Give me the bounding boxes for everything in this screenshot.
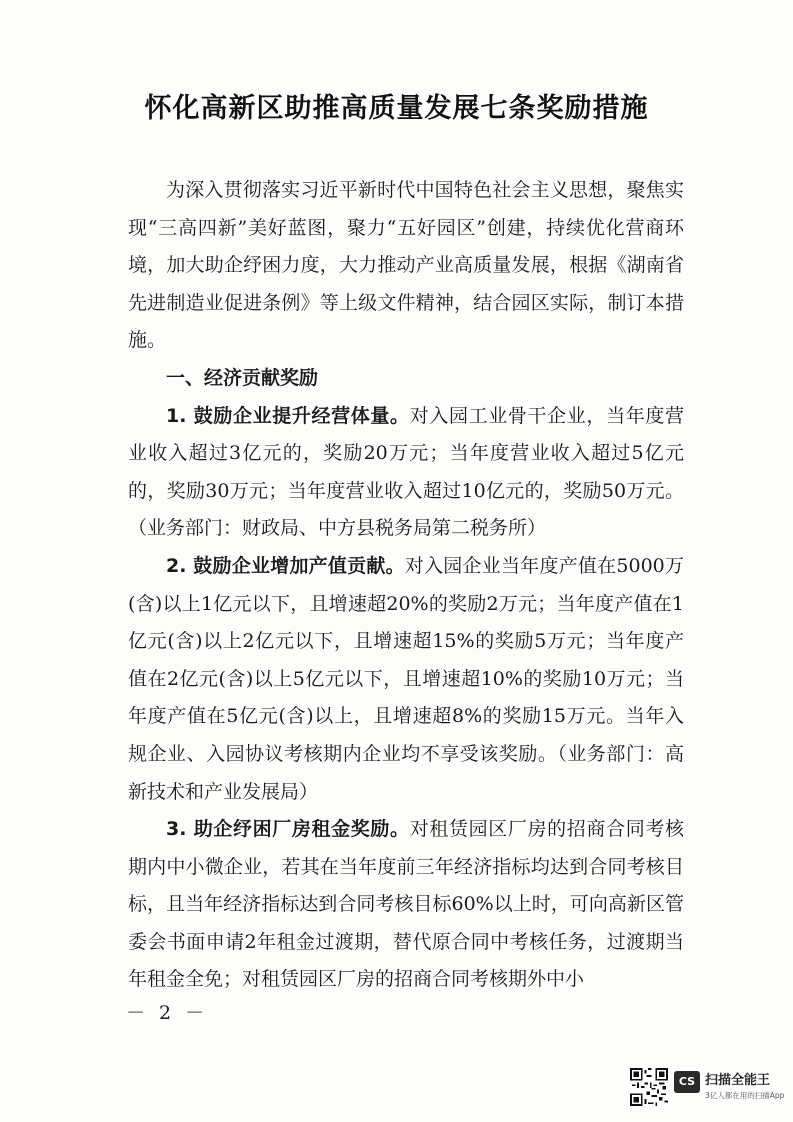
item-heading-3: 3. 助企纾困厂房租金奖励。 [166, 818, 410, 841]
scanner-app-slogan: 3亿人都在用的扫描App [705, 1091, 785, 1100]
document-body [128, 172, 684, 999]
document-title: 怀化高新区助推高质量发展七条奖励措施 [144, 93, 649, 124]
item-heading-1: 1. 鼓励企业提升经营体量。 [166, 404, 410, 427]
intro-paragraph: 为深入贯彻落实习近平新时代中国特色社会主义思想，聚焦实现“三高四新”美好蓝图，聚力“五好园区”创建，持续优化营商环境，加大助企纾困力度，大力推动产业高质量发展，根据《湖南省先进制造业促进条例》等上级文件精神，结合园区实际，制订本措施。 [128, 179, 684, 352]
scanner-watermark [630, 1067, 784, 1107]
item-body-2: 对入园企业当年度产值在5000万(含)以上1亿元以下，且增速超20%的奖励2万元；当年度产值在1亿元(含)以上2亿元以下，且增速超15%的奖励5万元；当年度产值在2亿元(含)以上5亿元以下，且增速超10%的奖励10万元；当年度产值在5亿元(含)以上，且增速超8%的奖励15万元。当年入规企业、入园协议考核期内企业均不享受该奖励。（业务部门：高新技术和产业发展局） [128, 554, 684, 803]
item-body-3: 对租赁园区厂房的招商合同考核期内中小微企业，若其在当年度前三年经济指标均达到合同考核目标，且当年经济指标达到合同考核目标60%以上时，可向高新区管委会书面申请2年租金过渡期，替代原合同中考核任务，过渡期当年租金全免；对租赁园区厂房的招商合同考核期外中小 [128, 818, 684, 991]
qr-code-icon [630, 1068, 668, 1106]
camscanner-logo: CS [674, 1071, 700, 1093]
item-body-1: 对入园工业骨干企业，当年度营业收入超过3亿元的，奖励20万元；当年度营业收入超过5亿元的，奖励30万元；当年度营业收入超过10亿元的，奖励50万元。（业务部门：财政局、中方县税务局第二税务所） [128, 404, 684, 540]
item-paragraph-3 [128, 811, 684, 999]
item-heading-2: 2. 鼓励企业增加产值贡献。 [166, 554, 405, 577]
item-paragraph-2 [128, 548, 684, 811]
section-heading-economic-contribution: 一、经济贡献奖励 [166, 366, 319, 389]
item-paragraph-1 [128, 398, 684, 548]
scanner-badge-text [705, 1072, 784, 1102]
page-number: － 2 － [126, 1002, 209, 1024]
scanner-app-name: 扫描全能王 [705, 1073, 771, 1088]
